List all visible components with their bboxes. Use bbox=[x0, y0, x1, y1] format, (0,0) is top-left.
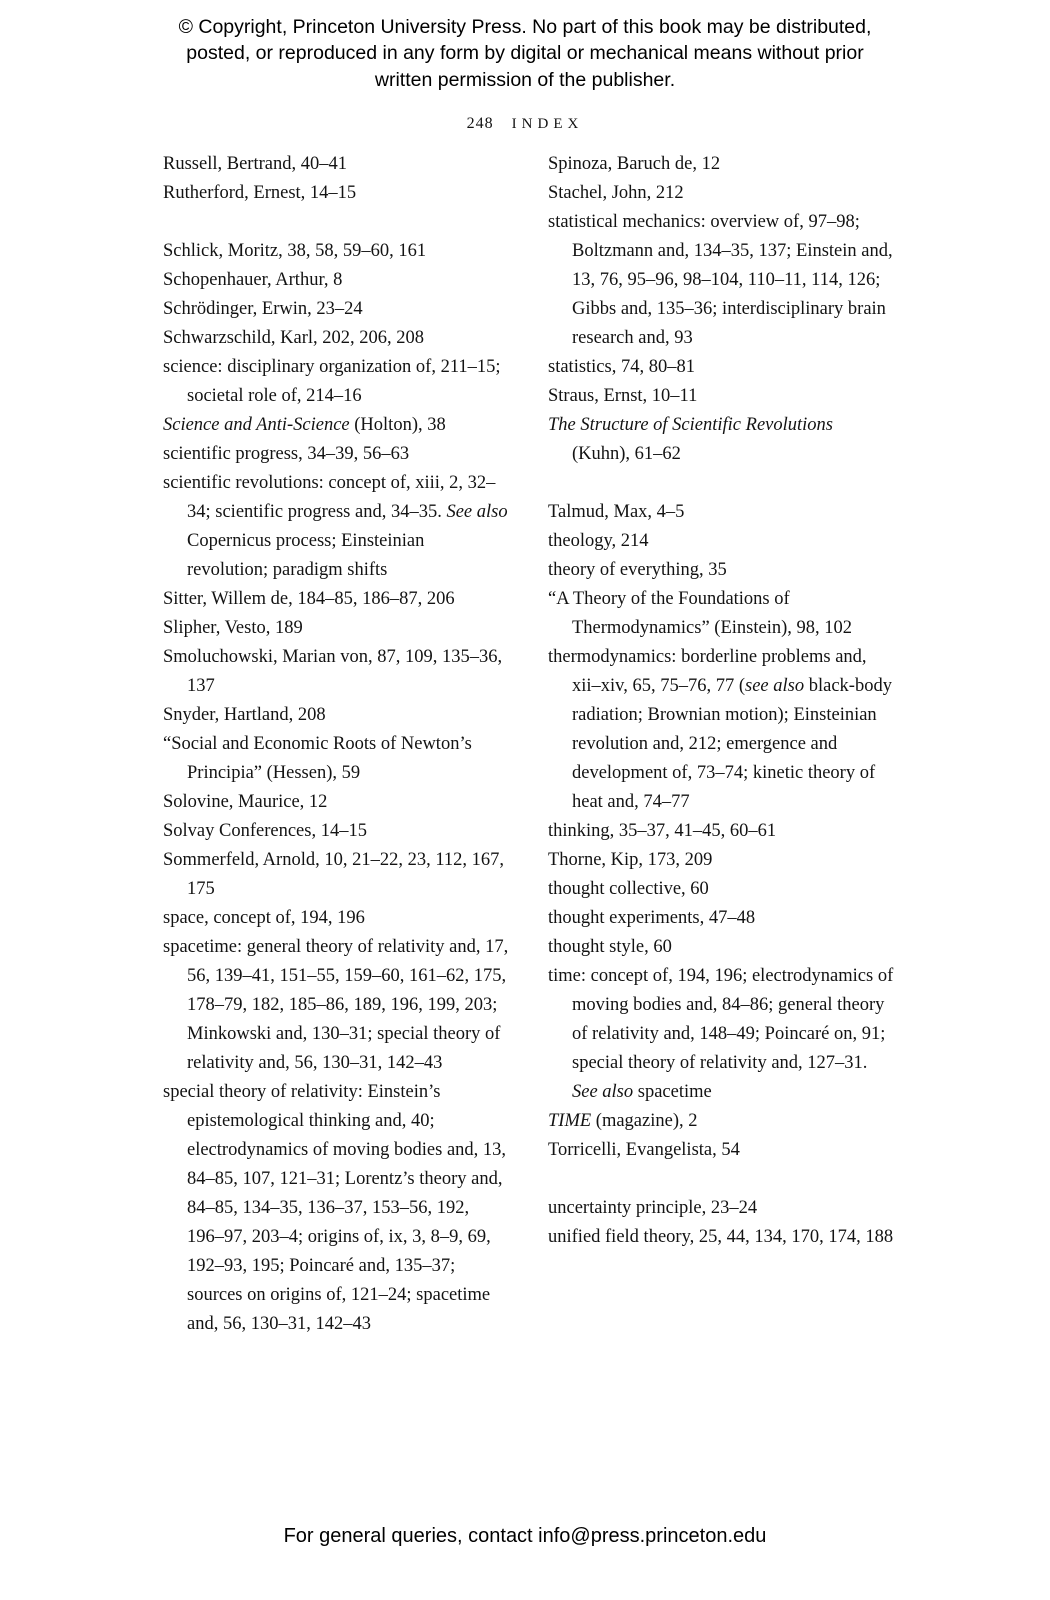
index-entry-text: uncertainty principle, 23–24 bbox=[548, 1198, 758, 1218]
index-entry-text: theory of everything, 35 bbox=[548, 560, 727, 580]
index-entry-text: time: concept of, 194, 196; electrodynamics of moving bodies and, 84–86; general theory of relativity and, 148–49; Poincaré on, 91; special theory of relativity and, 127–31. bbox=[548, 966, 894, 1073]
index-entry-text: Thorne, Kip, 173, 209 bbox=[548, 850, 713, 870]
index-entry-text: statistical mechanics: overview of, 97–98; Boltzmann and, 134–35, 137; Einstein and, 13, 76, 95–96, 98–104, 110–11, 114, 126; Gibbs and, 135–36; interdisciplinary brain research and, 93 bbox=[548, 212, 893, 348]
index-entry-text: Schrödinger, Erwin, 23–24 bbox=[163, 299, 363, 319]
index-entry bbox=[163, 904, 510, 933]
index-entry bbox=[163, 817, 510, 846]
index-entry-text: thought style, 60 bbox=[548, 937, 672, 957]
index-entry-text: Talmud, Max, 4–5 bbox=[548, 502, 685, 522]
index-entry-text: Smoluchowski, Marian von, 87, 109, 135–36, 137 bbox=[163, 647, 503, 696]
index-entry bbox=[163, 701, 510, 730]
index-entry bbox=[548, 382, 895, 411]
index-entry-italic-text: Science and Anti-Science bbox=[163, 415, 350, 435]
index-entry-text: unified field theory, 25, 44, 134, 170, 174, 188 bbox=[548, 1227, 894, 1247]
index-entry-text: Torricelli, Evangelista, 54 bbox=[548, 1140, 740, 1160]
index-entry-text: thinking, 35–37, 41–45, 60–61 bbox=[548, 821, 777, 841]
index-entry-text: spacetime bbox=[633, 1082, 712, 1102]
index-entry bbox=[163, 730, 510, 788]
index-entry bbox=[163, 295, 510, 324]
index-entry bbox=[548, 1136, 895, 1165]
index-entry-text: (magazine), 2 bbox=[591, 1111, 698, 1131]
index-entry-text: thought experiments, 47–48 bbox=[548, 908, 756, 928]
index-entry-text: Solovine, Maurice, 12 bbox=[163, 792, 328, 812]
index-entry-italic-text: The Structure of Scientific Revolutions bbox=[548, 415, 833, 435]
index-entry bbox=[548, 643, 895, 817]
index-entry bbox=[163, 788, 510, 817]
index-entry-text: Stachel, John, 212 bbox=[548, 183, 684, 203]
footer-contact: For general queries, contact info@press.princeton.edu bbox=[283, 1525, 767, 1547]
index-entry-text: thought collective, 60 bbox=[548, 879, 709, 899]
index-entry-text: scientific progress, 34–39, 56–63 bbox=[163, 444, 410, 464]
index-entry bbox=[548, 904, 895, 933]
index-entry-text: Sommerfeld, Arnold, 10, 21–22, 23, 112, 167, 175 bbox=[163, 850, 505, 899]
index-entry-text: Straus, Ernst, 10–11 bbox=[548, 386, 698, 406]
index-entry bbox=[548, 411, 895, 469]
index-entry-text: space, concept of, 194, 196 bbox=[163, 908, 365, 928]
index-entry-italic-text: see also bbox=[745, 676, 805, 696]
index-column-right bbox=[548, 150, 895, 1339]
index-entry-text: Copernicus process; Einsteinian revolution; paradigm shifts bbox=[187, 531, 425, 580]
index-entry bbox=[163, 469, 510, 585]
index-entry bbox=[163, 237, 510, 266]
page-header bbox=[0, 115, 1050, 133]
index-entry bbox=[548, 585, 895, 643]
index-entry bbox=[163, 150, 510, 179]
index-entry-text: Snyder, Hartland, 208 bbox=[163, 705, 326, 725]
index-entry-text: Russell, Bertrand, 40–41 bbox=[163, 154, 347, 174]
index-entry-text: Spinoza, Baruch de, 12 bbox=[548, 154, 721, 174]
index-entry bbox=[163, 614, 510, 643]
index-entry bbox=[163, 266, 510, 295]
index-entry bbox=[548, 556, 895, 585]
index-entry bbox=[548, 846, 895, 875]
index-entry bbox=[163, 643, 510, 701]
page-number: 248 bbox=[466, 114, 494, 132]
index-entry-text: spacetime: general theory of relativity and, 17, 56, 139–41, 151–55, 159–60, 161–62, 175, 178–79, 182, 185–86, 189, 196, 199, 203; Minkowski and, 130–31; special theory of relativity and, 56, 130–31, 142–43 bbox=[163, 937, 509, 1073]
index-entry bbox=[548, 933, 895, 962]
index-entry bbox=[548, 179, 895, 208]
index-entry bbox=[163, 585, 510, 614]
index-entry bbox=[548, 353, 895, 382]
index-entry bbox=[163, 846, 510, 904]
index-columns bbox=[163, 150, 895, 1339]
index-entry-text: (Holton), 38 bbox=[349, 415, 446, 435]
index-entry-text: special theory of relativity: Einstein’s epistemological thinking and, 40; electrodynamics of moving bodies and, 13, 84–85, 107, 121–31; Lorentz’s theory and, 84–85, 134–35, 136–37, 153–56, 192, 196–97, 203–4; origins of, ix, 3, 8–9, 69, 192–93, 195; Poincaré and, 135–37; sources on origins of, 121–24; spacetime and, 56, 130–31, 142–43 bbox=[163, 1082, 507, 1334]
index-entry-text: Rutherford, Ernest, 14–15 bbox=[163, 183, 357, 203]
index-entry-text: Slipher, Vesto, 189 bbox=[163, 618, 303, 638]
index-entry bbox=[548, 962, 895, 1107]
index-entry-text: Sitter, Willem de, 184–85, 186–87, 206 bbox=[163, 589, 455, 609]
index-entry bbox=[548, 875, 895, 904]
index-entry bbox=[548, 208, 895, 353]
index-entry-italic-text: See also bbox=[446, 502, 508, 522]
index-entry-text: statistics, 74, 80–81 bbox=[548, 357, 695, 377]
index-entry bbox=[163, 179, 510, 208]
index-entry-text: theology, 214 bbox=[548, 531, 649, 551]
index-entry bbox=[163, 440, 510, 469]
index-entry bbox=[163, 1078, 510, 1339]
index-entry bbox=[548, 1223, 895, 1252]
index-entry bbox=[548, 150, 895, 179]
index-entry bbox=[548, 1107, 895, 1136]
index-entry-text: black-body radiation; Brownian motion); Einsteinian revolution and, 212; emergence and development of, 73–74; kinetic theory of heat and, 74–77 bbox=[572, 676, 892, 812]
index-entry-text: scientific revolutions: concept of, xiii, 2, 32–34; scientific progress and, 34–35. bbox=[163, 473, 496, 522]
index-entry-text: (Kuhn), 61–62 bbox=[572, 444, 681, 464]
copyright-notice: © Copyright, Princeton University Press. No part of this book may be distributed, posted, or reproduced in any form by digital or mechanical means without prior written permission of the publisher. bbox=[178, 16, 872, 91]
index-entry bbox=[163, 324, 510, 353]
index-entry-text: “A Theory of the Foundations of Thermodynamics” (Einstein), 98, 102 bbox=[548, 589, 853, 638]
index-entry-italic-text: See also bbox=[572, 1082, 634, 1102]
index-entry-text: Schopenhauer, Arthur, 8 bbox=[163, 270, 343, 290]
index-entry-text: “Social and Economic Roots of Newton’s Principia” (Hessen), 59 bbox=[163, 734, 472, 783]
index-entry-italic-text: TIME bbox=[548, 1111, 592, 1131]
index-entry bbox=[548, 527, 895, 556]
index-title: INDEX bbox=[511, 115, 584, 132]
index-entry bbox=[163, 353, 510, 411]
index-entry bbox=[163, 933, 510, 1078]
index-entry bbox=[548, 817, 895, 846]
index-entry-text: Schwarzschild, Karl, 202, 206, 208 bbox=[163, 328, 425, 348]
index-entry bbox=[548, 498, 895, 527]
index-column-left bbox=[163, 150, 510, 1339]
index-entry-text: science: disciplinary organization of, 211–15; societal role of, 214–16 bbox=[163, 357, 501, 406]
index-entry bbox=[163, 411, 510, 440]
index-entry bbox=[548, 1194, 895, 1223]
index-entry-text: Schlick, Moritz, 38, 58, 59–60, 161 bbox=[163, 241, 427, 261]
index-entry-text: thermodynamics: borderline problems and, xii–xiv, 65, 75–76, 77 ( bbox=[548, 647, 867, 696]
index-entry-text: Solvay Conferences, 14–15 bbox=[163, 821, 367, 841]
